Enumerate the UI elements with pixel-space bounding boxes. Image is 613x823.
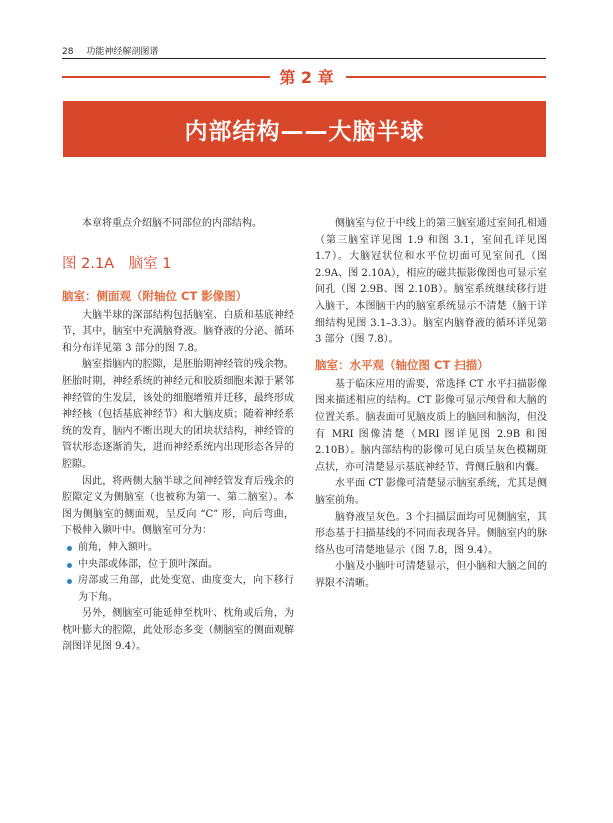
list-item: 前角，伸入额叶。 <box>62 540 294 557</box>
header-rule <box>62 58 546 59</box>
section-title-horizontal-view: 脑室：水平观（轴位图 CT 扫描） <box>315 357 489 372</box>
body-paragraph: 小脑及小脑叶可清楚显示，但小脑和大脑之间的界限不清晰。 <box>315 561 547 589</box>
left-column <box>62 216 294 656</box>
body-paragraph: 基于临床应用的需要，常选择 CT 水平扫描影像图来描述相应的结构。CT 影像可显示颅骨和大脑的位置关系。脑表面可见脑皮质上的脑回和脑沟，但没有 MRI 图像清楚（MRI 图详见图 2.9B 和图 2.10B）。脑内部结构的影像可见白质呈灰色模糊斑点状，亦可清楚显示基底神经节、背侧丘脑和内囊。 <box>315 378 547 473</box>
body-paragraph: 水平面 CT 影像可清楚显示脑室系统，尤其是侧脑室前角。 <box>315 478 547 506</box>
chapter-label: 第 2 章 <box>279 68 334 87</box>
chapter-title-banner <box>63 101 546 157</box>
chapter-rule-right <box>346 76 546 78</box>
list-item: 中央部或体部，位于顶叶深面。 <box>62 557 294 574</box>
book-title: 功能神经解剖图谱 <box>86 47 159 57</box>
bullet-icon <box>67 546 72 551</box>
bullet-icon <box>67 563 72 568</box>
body-paragraph: 脑脊液呈灰色。3 个扫描层面均可见侧脑室，其形态基于扫描基线的不同而表现各异。侧脑室内的脉络丛也可清楚地显示（图 7.8，图 9.4）。 <box>315 511 547 556</box>
body-paragraph: 因此，将两侧大脑半球之间神经管发育后残余的腔隙定义为侧脑室（也被称为第一、第二脑室）。本图为侧脑室的侧面观，呈反向 “C” 形，向后弯曲，下极伸入颞叶中。侧脑室可分为： <box>62 475 294 537</box>
right-column <box>315 216 547 592</box>
section-title-lateral-view: 脑室：侧面观（附轴位 CT 影像图） <box>62 288 248 303</box>
bullet-icon <box>67 579 72 584</box>
ventricle-parts-list <box>62 540 294 606</box>
body-paragraph: 脑室指脑内的腔隙，是胚胎期神经管的残余物。胚胎时期，神经系统的神经元和胶质细胞来源于紧邻神经管的生发层，该处的细胞增殖并迁移，最终形成神经核（包括基底神经节）和大脑皮质；随着神经系统的发育，脑内不断出现大的团块状结构，神经管的管状形态逐渐消失，进而神经系统内出现形态各异的腔隙。 <box>62 359 294 470</box>
running-header <box>62 44 158 57</box>
page-number: 28 <box>62 47 74 57</box>
chapter-title: 内部结构——大脑半球 <box>184 118 425 145</box>
figure-title: 图 2.1A 脑室 1 <box>62 255 172 272</box>
body-paragraph: 另外，侧脑室可能延伸至枕叶、枕角或后角，为枕叶膨大的腔隙，此处形态多变（侧脑室的侧面观解剖图详见图 9.4）。 <box>62 608 294 653</box>
body-paragraph: 大脑半球的深部结构包括脑室、白质和基底神经节，其中，脑室中充满脑脊液。脑脊液的分泌、循环和分布详见第 3 部分的图 7.8。 <box>62 309 294 354</box>
list-item: 房部或三角部，此处变宽、曲度变大，向下移行为下角。 <box>62 573 294 606</box>
intro-paragraph: 本章将重点介绍脑不同部位的内部结构。 <box>82 218 262 229</box>
body-paragraph: 侧脑室与位于中线上的第三脑室通过室间孔相通（第三脑室详见图 1.9 和图 3.1，室间孔详见图 1.7）。大脑冠状位和水平位切面可见室间孔（图 2.9A、图 2.10A），相应的磁共振影像图也可显示室间孔（图 2.9B、图 2.10B）。脑室系统继续移行进入脑干，本图脑干内的脑室系统显示不清楚（脑干详细结构见图 3.1–3.3）。脑室内脑脊液的循环详见第 3 部分（图 7.8）。 <box>315 218 547 346</box>
